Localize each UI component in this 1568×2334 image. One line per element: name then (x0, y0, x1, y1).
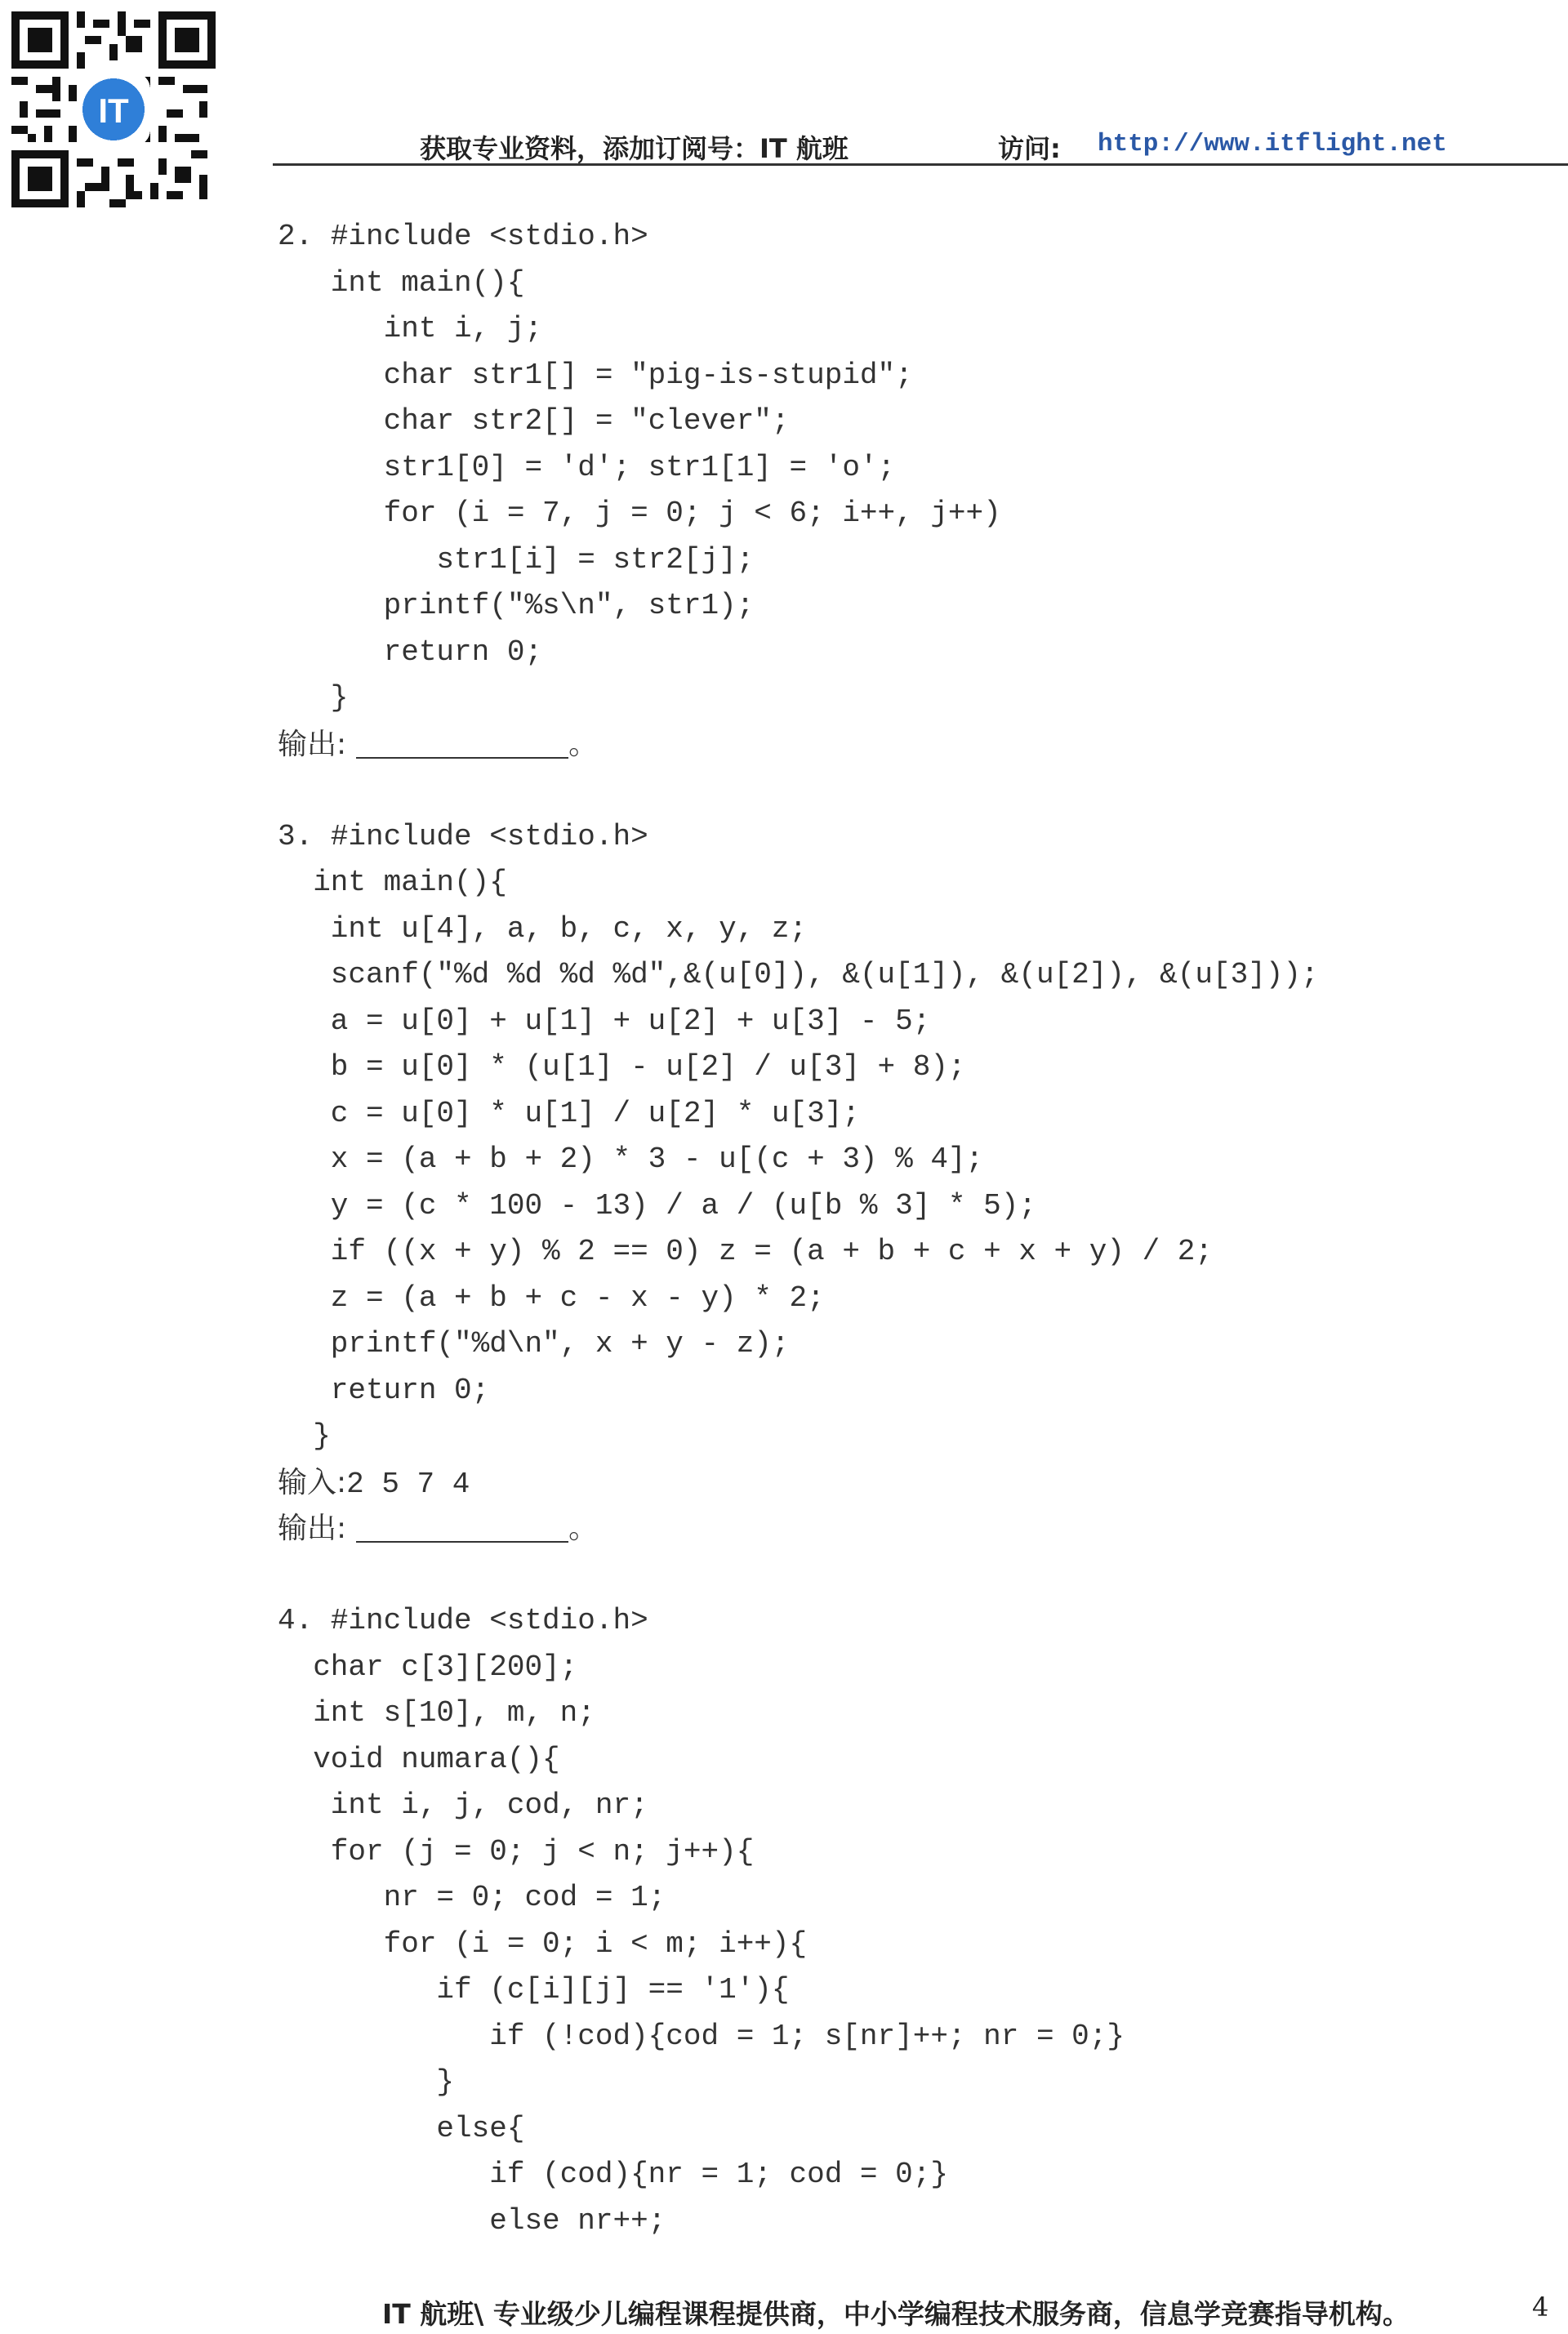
header-visit-label: 访问: (998, 133, 1061, 164)
code-line: int main(){ (278, 866, 507, 899)
code-line: char c[3][200]; (278, 1650, 578, 1684)
code-line: if (c[i][j] == '1'){ (278, 1973, 790, 2007)
code-line: return 0; (278, 1373, 490, 1407)
page-header (273, 122, 1568, 166)
code-line: int s[10], m, n; (278, 1696, 595, 1730)
code-line: } (278, 681, 349, 715)
code-line: 3. #include <stdio.h> (278, 819, 648, 853)
code-line: else nr++; (278, 2203, 666, 2238)
code-line: b = u[0] * (u[1] - u[2] / u[3] + 8); (278, 1050, 966, 1084)
code-line: int main(){ (278, 265, 525, 300)
code-line: int i, j, cod, nr; (278, 1788, 648, 1822)
code-line: if (!cod){cod = 1; s[nr]++; nr = 0;} (278, 2019, 1125, 2053)
output-row (278, 1506, 1552, 1552)
code-line: str1[i] = str2[j]; (278, 542, 755, 577)
code-line: 2. #include <stdio.h> (278, 220, 648, 253)
code-line: char str1[] = "pig-is-stupid"; (278, 358, 913, 392)
blank-suffix: 。 (568, 727, 599, 761)
code-line: x = (a + b + 2) * 3 - u[(c + 3) % 4]; (278, 1143, 984, 1176)
code-line: else{ (278, 2111, 525, 2145)
code-line: void numara(){ (278, 1742, 560, 1776)
svg-text:IT: IT (98, 91, 129, 130)
code-line: c = u[0] * u[1] / u[2] * u[3]; (278, 1096, 860, 1130)
question-2 (278, 214, 1552, 768)
code-line: } (278, 2065, 455, 2099)
code-line: for (i = 0; i < m; i++){ (278, 1926, 808, 1961)
output-label: 输出: (278, 1512, 347, 1545)
code-line: printf("%s\n", str1); (278, 589, 755, 622)
question-3 (278, 814, 1552, 1552)
code-line: } (278, 1419, 331, 1453)
answer-blank[interactable] (356, 1508, 568, 1543)
qr-code-icon (11, 11, 216, 207)
question-4 (278, 1598, 1552, 2244)
input-label: 输入: (278, 1465, 347, 1499)
code-line: scanf("%d %d %d %d",&(u[0]), &(u[1]), &(u[2]), &(u[3])); (278, 958, 1319, 991)
code-line: int u[4], a, b, c, x, y, z; (278, 911, 808, 946)
code-line: int i, j; (278, 312, 543, 345)
code-line: printf("%d\n", x + y - z); (278, 1327, 790, 1361)
blank-suffix: 。 (568, 1512, 599, 1545)
input-row (278, 1460, 1552, 1507)
document-body (278, 214, 1552, 2244)
code-line: for (j = 0; j < n; j++){ (278, 1834, 755, 1869)
code-line: for (i = 7, j = 0; j < 6; i++, j++) (278, 497, 1001, 530)
header-title: 获取专业资料，添加订阅号：IT 航班 (420, 133, 849, 164)
input-value: 2 5 7 4 (346, 1467, 470, 1501)
page-number: 4 (1532, 2292, 1549, 2323)
code-line: if (cod){nr = 1; cod = 0;} (278, 2158, 948, 2191)
header-url-link[interactable]: http://www.itflight.net (1098, 130, 1447, 158)
code-line: nr = 0; cod = 1; (278, 1881, 666, 1914)
page-footer: IT 航班\ 专业级少儿编程课程提供商，中小学编程技术服务商，信息学竞赛指导机构。 (382, 2298, 1410, 2330)
code-line: if ((x + y) % 2 == 0) z = (a + b + c + x + y) / 2; (278, 1235, 1213, 1268)
output-label: 输出: (278, 727, 347, 761)
output-row (278, 722, 1552, 768)
code-line: str1[0] = 'd'; str1[1] = 'o'; (278, 450, 896, 484)
code-line: char str2[] = "clever"; (278, 404, 790, 438)
code-line: z = (a + b + c - x - y) * 2; (278, 1281, 825, 1315)
code-line: return 0; (278, 635, 543, 669)
code-line: 4. #include <stdio.h> (278, 1604, 648, 1637)
code-line: y = (c * 100 - 13) / a / (u[b % 3] * 5); (278, 1188, 1036, 1223)
code-line: a = u[0] + u[1] + u[2] + u[3] - 5; (278, 1004, 931, 1038)
answer-blank[interactable] (356, 724, 568, 759)
